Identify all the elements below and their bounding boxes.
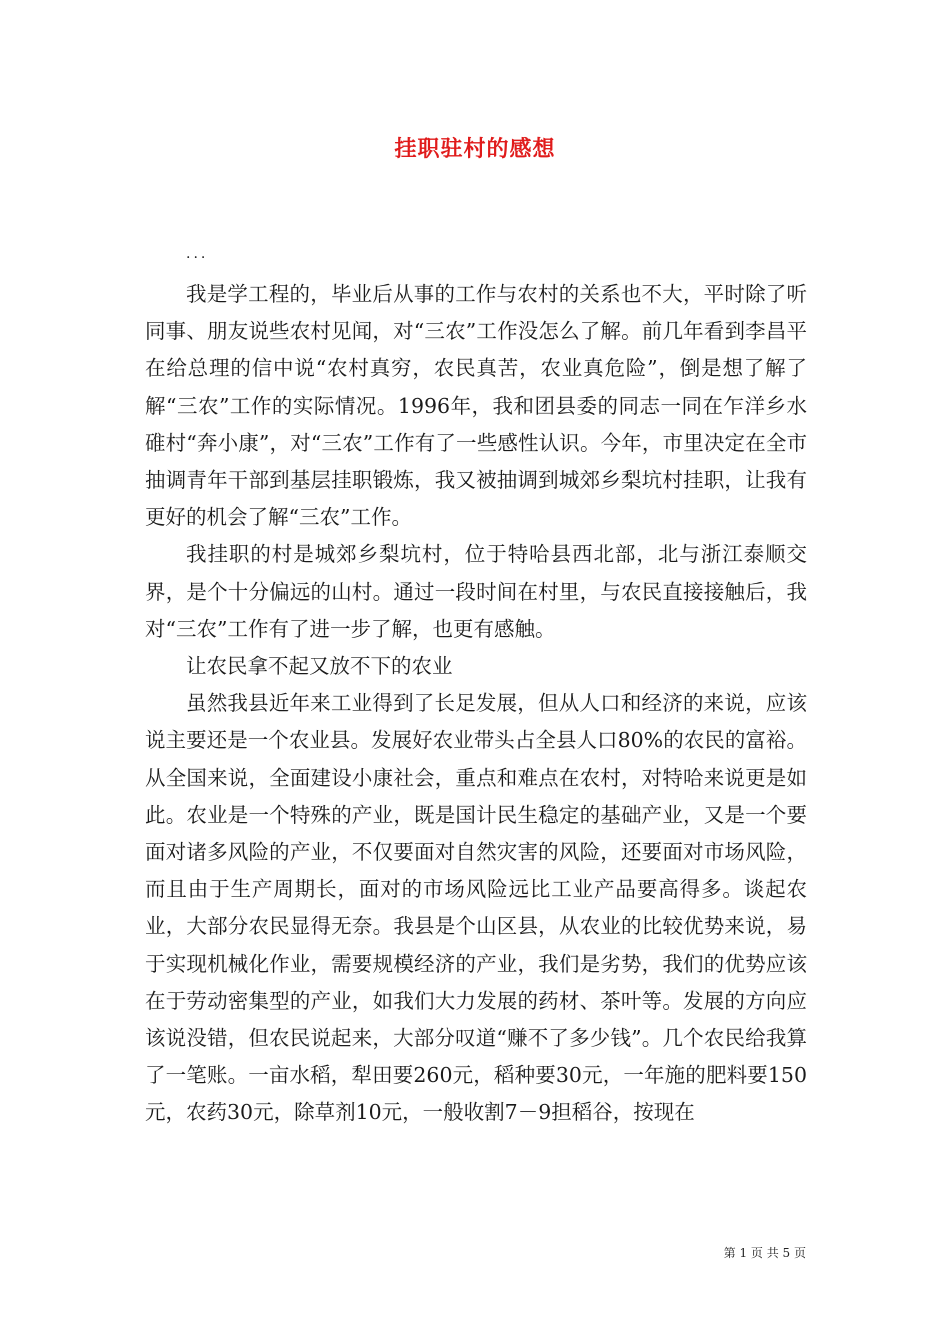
page-title: 挂职驻村的感想 bbox=[394, 136, 556, 162]
paragraph: 我挂职的村是城郊乡梨坑村，位于特哈县西北部，北与浙江泰顺交界，是个十分偏远的山村。通过一段时间在村里，与农民直接接触后，我对“三农”工作有了进一步了解，也更有感触。 bbox=[145, 542, 807, 641]
paragraph: 我是学工程的，毕业后从事的工作与农村的关系也不大，平时除了听同事、朋友说些农村见闻，对“三农”工作没怎么了解。前几年看到李昌平在给总理的信中说“农村真穷，农民真苦，农业真危险”，倒是想了解了解“三农”工作的实际情况。1996年，我和团县委的同志一同在乍洋乡水碓村“奔小康”，对“三农”工作有了一些感性认识。今年，市里决定在全市抽调青年干部到基层挂职锻炼，我又被抽调到城郊乡梨坑村挂职，让我有更好的机会了解“三农”工作。 bbox=[145, 282, 807, 530]
section-heading: 让农民拿不起又放不下的农业 bbox=[186, 654, 453, 679]
document-body bbox=[145, 276, 807, 1132]
paragraph: 虽然我县近年来工业得到了长足发展，但从人口和经济的来说，应该说主要还是一个农业县。发展好农业带头占全县人口80%的农民的富裕。从全国来说，全面建设小康社会，重点和难点在农村，对特哈来说更是如此。农业是一个特殊的产业，既是国计民生稳定的基础产业，又是一个要面对诸多风险的产业，不仅要面对自然灾害的风险，还要面对市场风险，而且由于生产周期长，面对的市场风险远比工业产品要高得多。谈起农业，大部分农民显得无奈。我县是个山区县，从农业的比较优势来说，易于实现机械化作业，需要规模经济的产业，我们是劣势，我们的优势应该在于劳动密集型的产业，如我们大力发展的药材、茶叶等。发展的方向应该说没错，但农民说起来，大部分叹道“赚不了多少钱”。几个农民给我算了一笔账。一亩水稻，犁田要260元，稻种要30元，一年施的肥料要150元，农药30元，除草剂10元，一般收割7－9担稻谷，按现在 bbox=[145, 691, 807, 1125]
page-number-footer: 第 1 页 共 5 页 bbox=[723, 1246, 806, 1260]
ellipsis-marker: ... bbox=[186, 246, 209, 262]
